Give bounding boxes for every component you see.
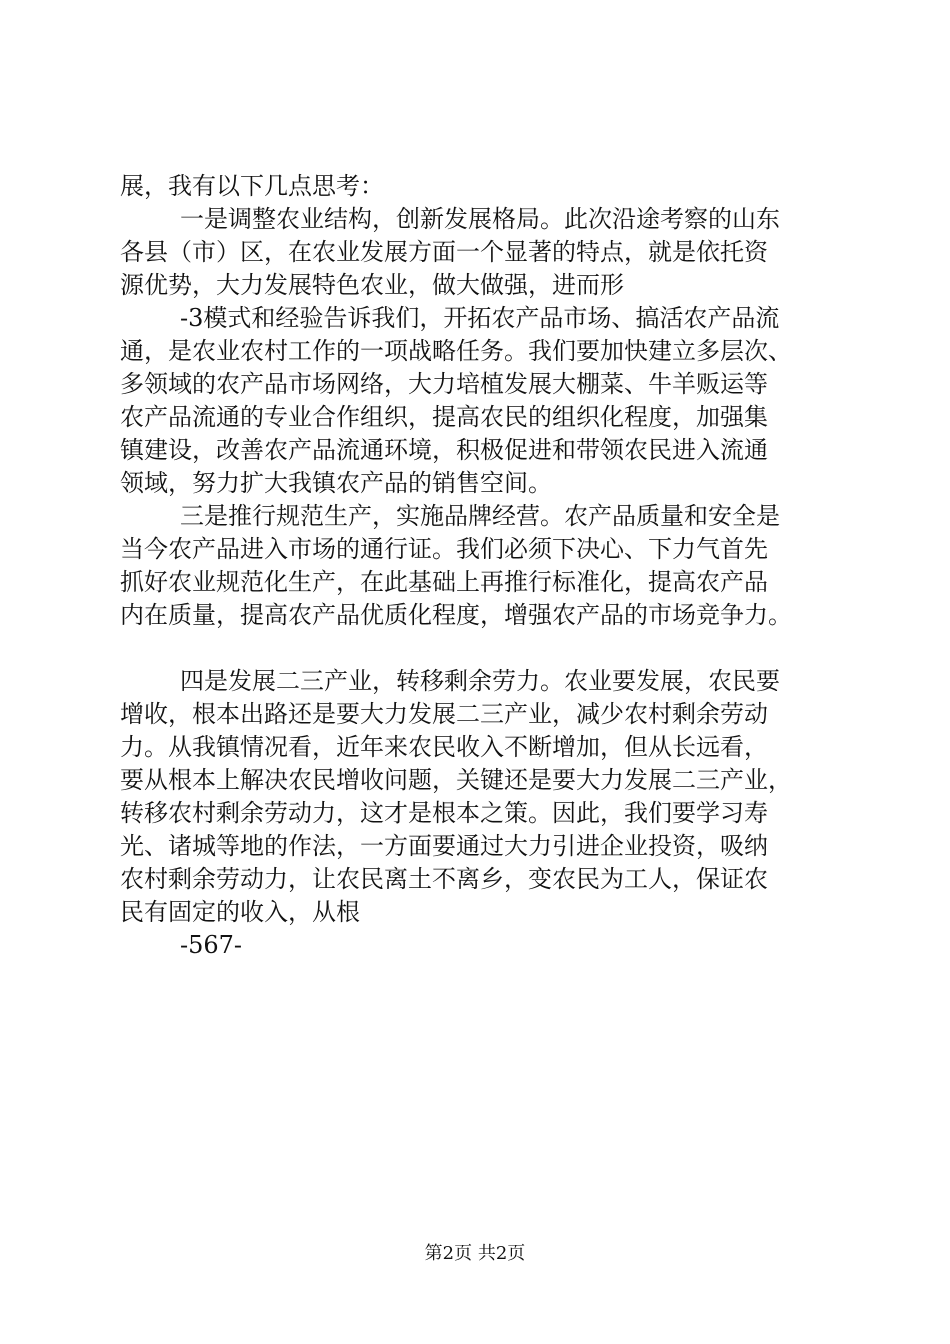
text-line: 转移农村剩余劳动力，这才是根本之策。因此，我们要学习寿	[120, 799, 768, 827]
text-line: 民有固定的收入，从根	[120, 898, 360, 926]
text-line: 抓好农业规范化生产，在此基础上再推行标准化，提高农产品	[120, 568, 768, 596]
text-line: 农村剩余劳动力，让农民离土不离乡，变农民为工人，保证农	[120, 865, 768, 893]
text-line: 农产品流通的专业合作组织，提高农民的组织化程度，加强集	[120, 403, 768, 431]
page-number-inline: -567-	[180, 931, 243, 959]
paragraph-gap	[120, 632, 840, 665]
text-line: 多领域的农产品市场网络，大力培植发展大棚菜、牛羊贩运等	[120, 370, 768, 398]
text-line: 四是发展二三产业，转移剩余劳力。农业要发展，农民要	[180, 667, 780, 695]
text-line: 镇建设，改善农产品流通环境，积极促进和带领农民进入流通	[120, 436, 768, 464]
text-line: 光、诸城等地的作法，一方面要通过大力引进企业投资，吸纳	[120, 832, 768, 860]
body-text	[120, 170, 840, 962]
text-line: 源优势，大力发展特色农业，做大做强，进而形	[120, 271, 624, 299]
text-line: 内在质量，提高农产品优质化程度，增强农产品的市场竞争力。	[120, 601, 792, 629]
text-line: 三是推行规范生产，实施品牌经营。农产品质量和安全是	[180, 502, 780, 530]
text-line: 一是调整农业结构，创新发展格局。此次沿途考察的山东	[180, 205, 780, 233]
text-line: 力。从我镇情况看，近年来农民收入不断增加，但从长远看，	[120, 733, 768, 761]
text-line: 当今农产品进入市场的通行证。我们必须下决心、下力气首先	[120, 535, 768, 563]
text-line: 增收，根本出路还是要大力发展二三产业，减少农村剩余劳动	[120, 700, 768, 728]
text-line: 展，我有以下几点思考：	[120, 172, 384, 200]
text-line: 通，是农业农村工作的一项战略任务。我们要加快建立多层次、	[120, 337, 792, 365]
page-footer: 第2页 共2页	[424, 1243, 526, 1264]
text-line: 要从根本上解决农民增收问题，关键还是要大力发展二三产业，	[120, 766, 792, 794]
text-line: -3模式和经验告诉我们，开拓农产品市场、搞活农产品流	[180, 304, 780, 332]
text-line: 领域，努力扩大我镇农产品的销售空间。	[120, 469, 552, 497]
text-line: 各县（市）区，在农业发展方面一个显著的特点，就是依托资	[120, 238, 768, 266]
